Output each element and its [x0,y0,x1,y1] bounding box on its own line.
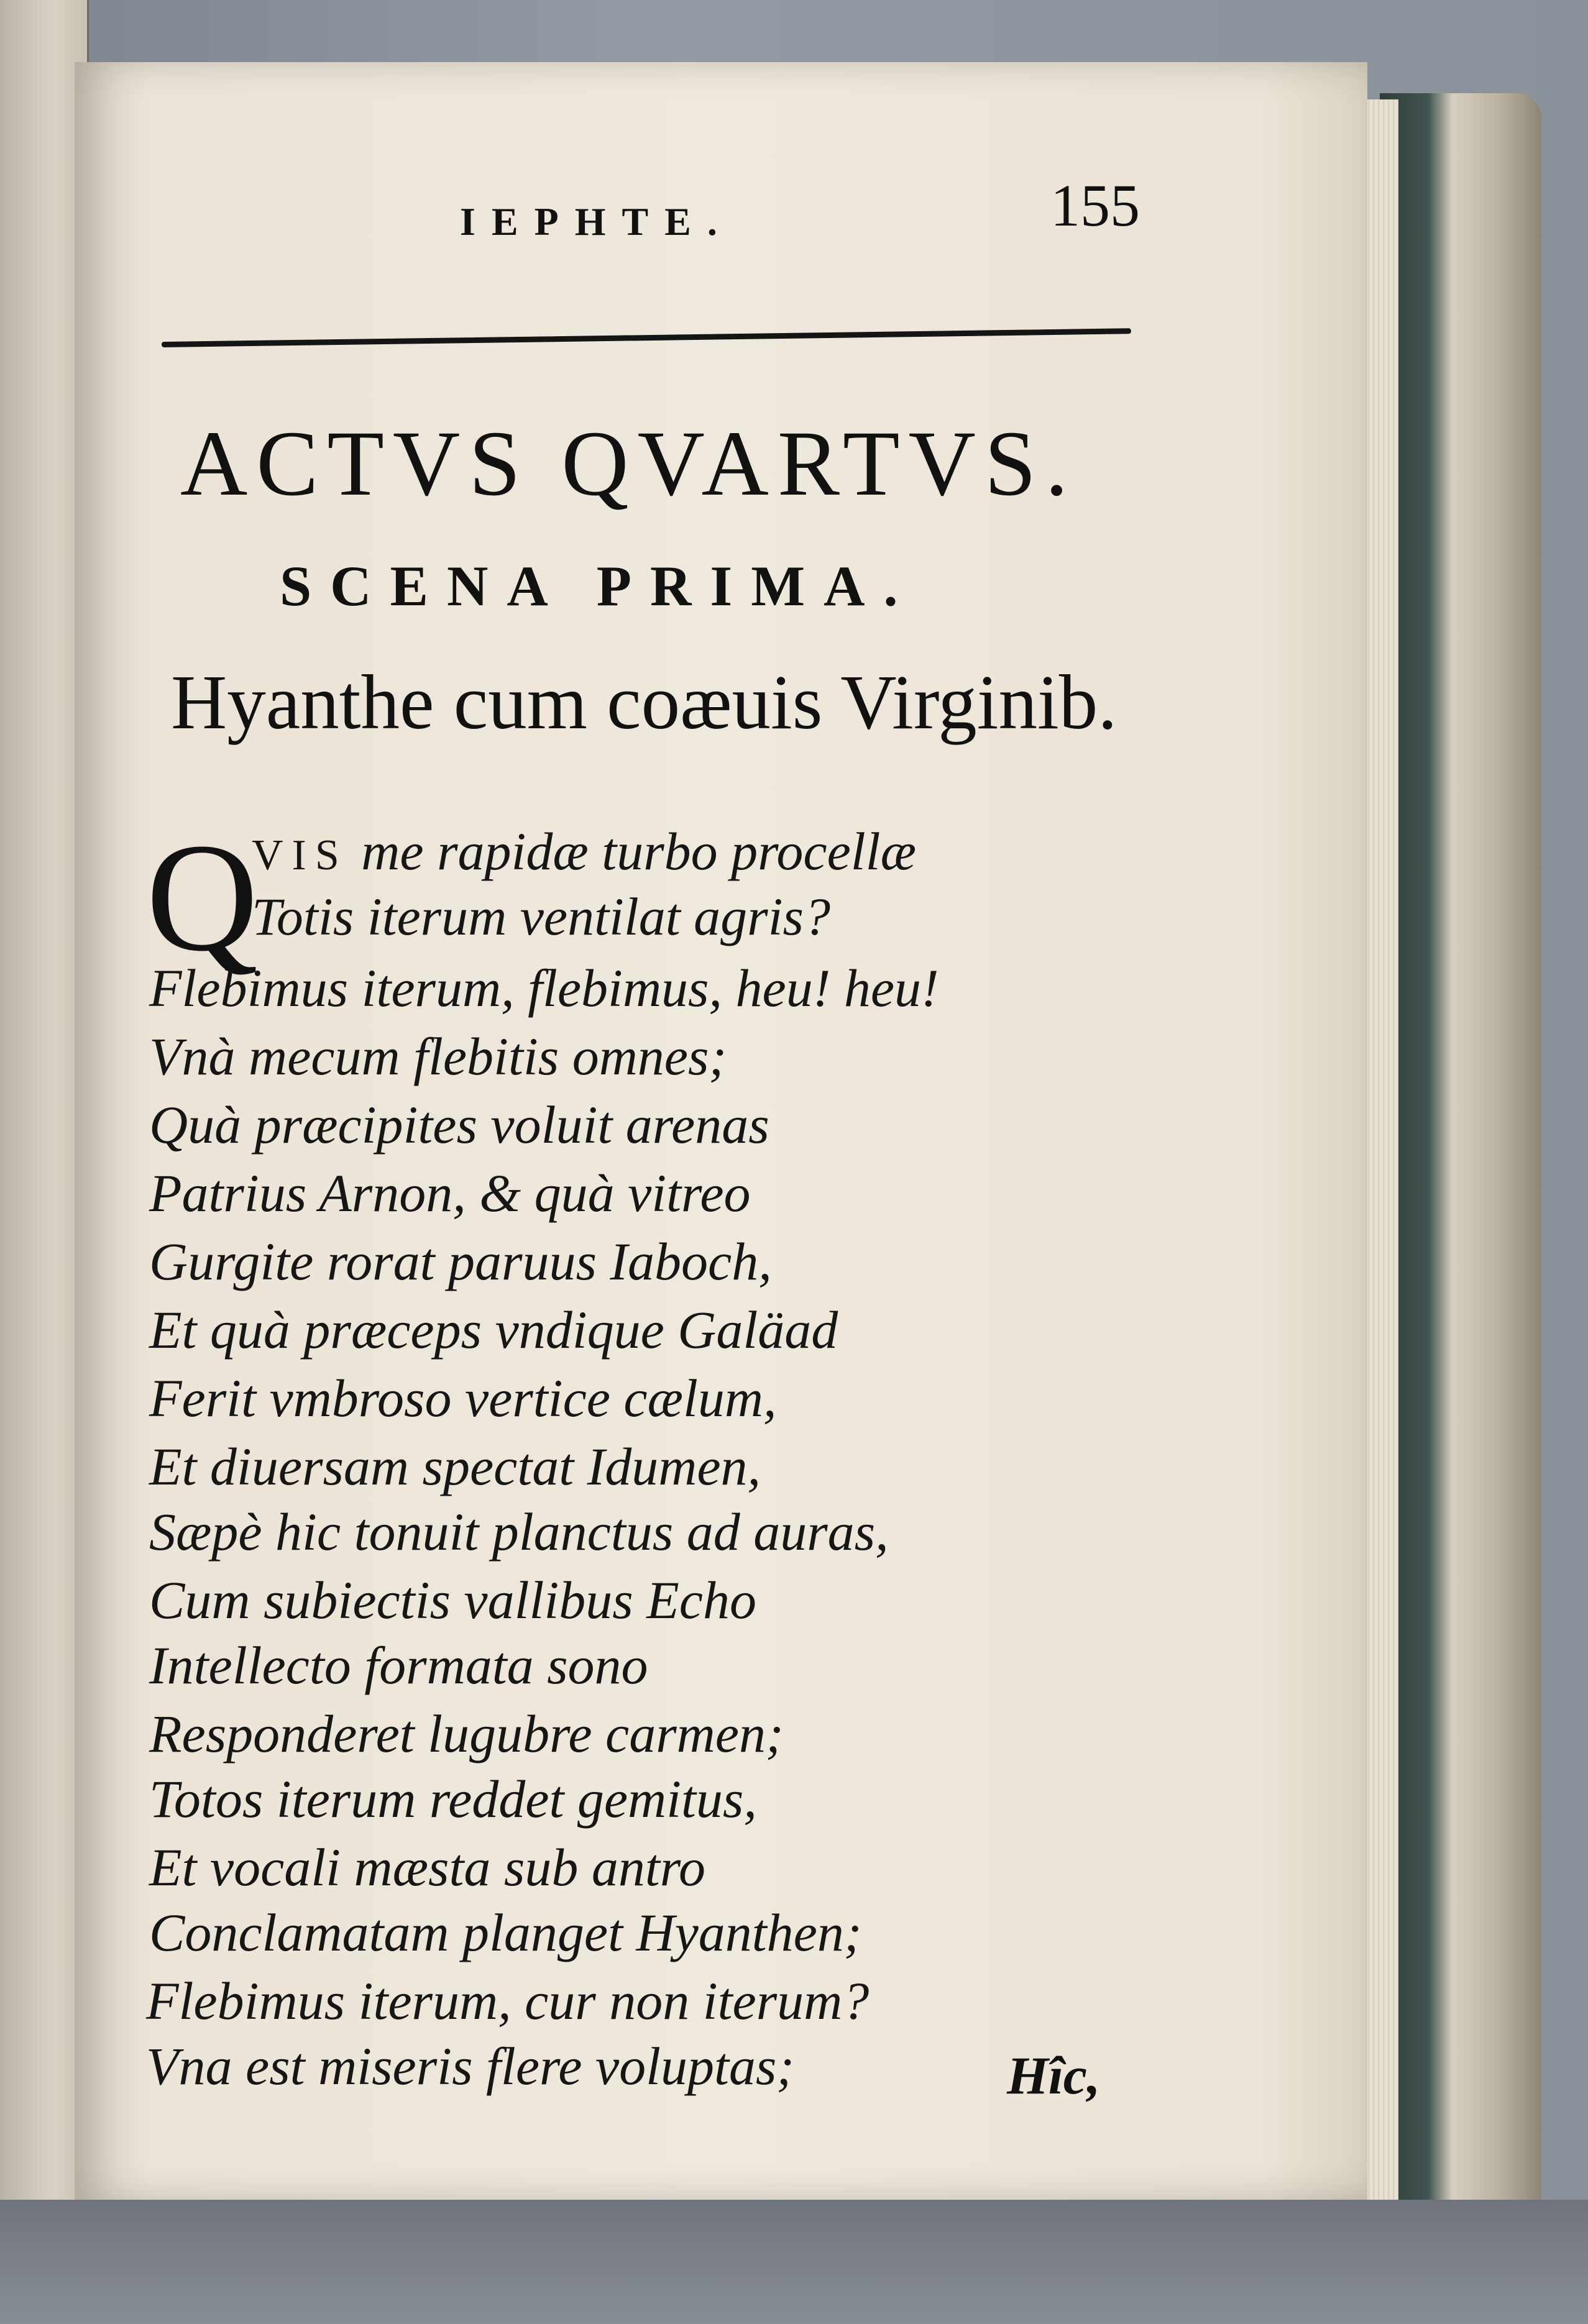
verse-line: Totos iterum reddet gemitus, [149,1769,757,1829]
verse-line: Quà præcipites voluit arenas [149,1095,769,1155]
verse-line: Et vocali mæsta sub antro [149,1837,706,1897]
running-title: IEPHTE. [460,199,733,244]
verse-line: Vna est miseris flere voluptas; [146,2036,795,2096]
verse-line: Conclamatam planget Hyanthen; [149,1903,862,1962]
first-line-rest: me rapidæ turbo procellæ [347,821,916,881]
verse-line: Et quà præceps vndique Galäad [149,1300,838,1360]
verse-line: Sæpè hic tonuit planctus ad auras, [149,1502,889,1562]
verse-line: Patrius Arnon, & quà vitreo [149,1163,751,1223]
book-cover-edge [1380,93,1541,2281]
verse-line: Cum subiectis vallibus Echo [149,1570,756,1630]
catchword: Hîc, [1007,2046,1101,2105]
verse-line [252,820,916,887]
verse-line: Ferit vmbroso vertice cælum, [149,1368,777,1428]
verse-line: Vnà mecum flebitis omnes; [149,1027,727,1086]
verse-line: Flebimus iterum, flebimus, heu! heu! [149,958,939,1018]
verse-line: Responderet lugubre carmen; [149,1704,784,1764]
verse-line: Intellecto formata sono [149,1635,648,1695]
running-head [75,62,1367,261]
book-page [75,62,1367,2200]
drop-cap: Q [146,812,259,984]
act-title: ACTVS QVARTVS. [180,412,1077,515]
page-number: 155 [1050,172,1140,239]
character-heading: Hyanthe cum coæuis Virginib. [171,660,1118,746]
verse-line: Totis iterum ventilat agris? [252,887,830,946]
verse-line: Gurgite rorat paruus Iaboch, [149,1232,772,1291]
verse-line: Et diuersam spectat Idumen, [149,1437,761,1496]
page-bottom-shadow [0,2200,1588,2324]
header-rule [162,328,1131,347]
verse-line: Flebimus iterum, cur non iterum? [146,1971,870,2031]
scene-title: SCENA PRIMA. [280,554,917,618]
first-line-caps: VIS [252,831,348,879]
